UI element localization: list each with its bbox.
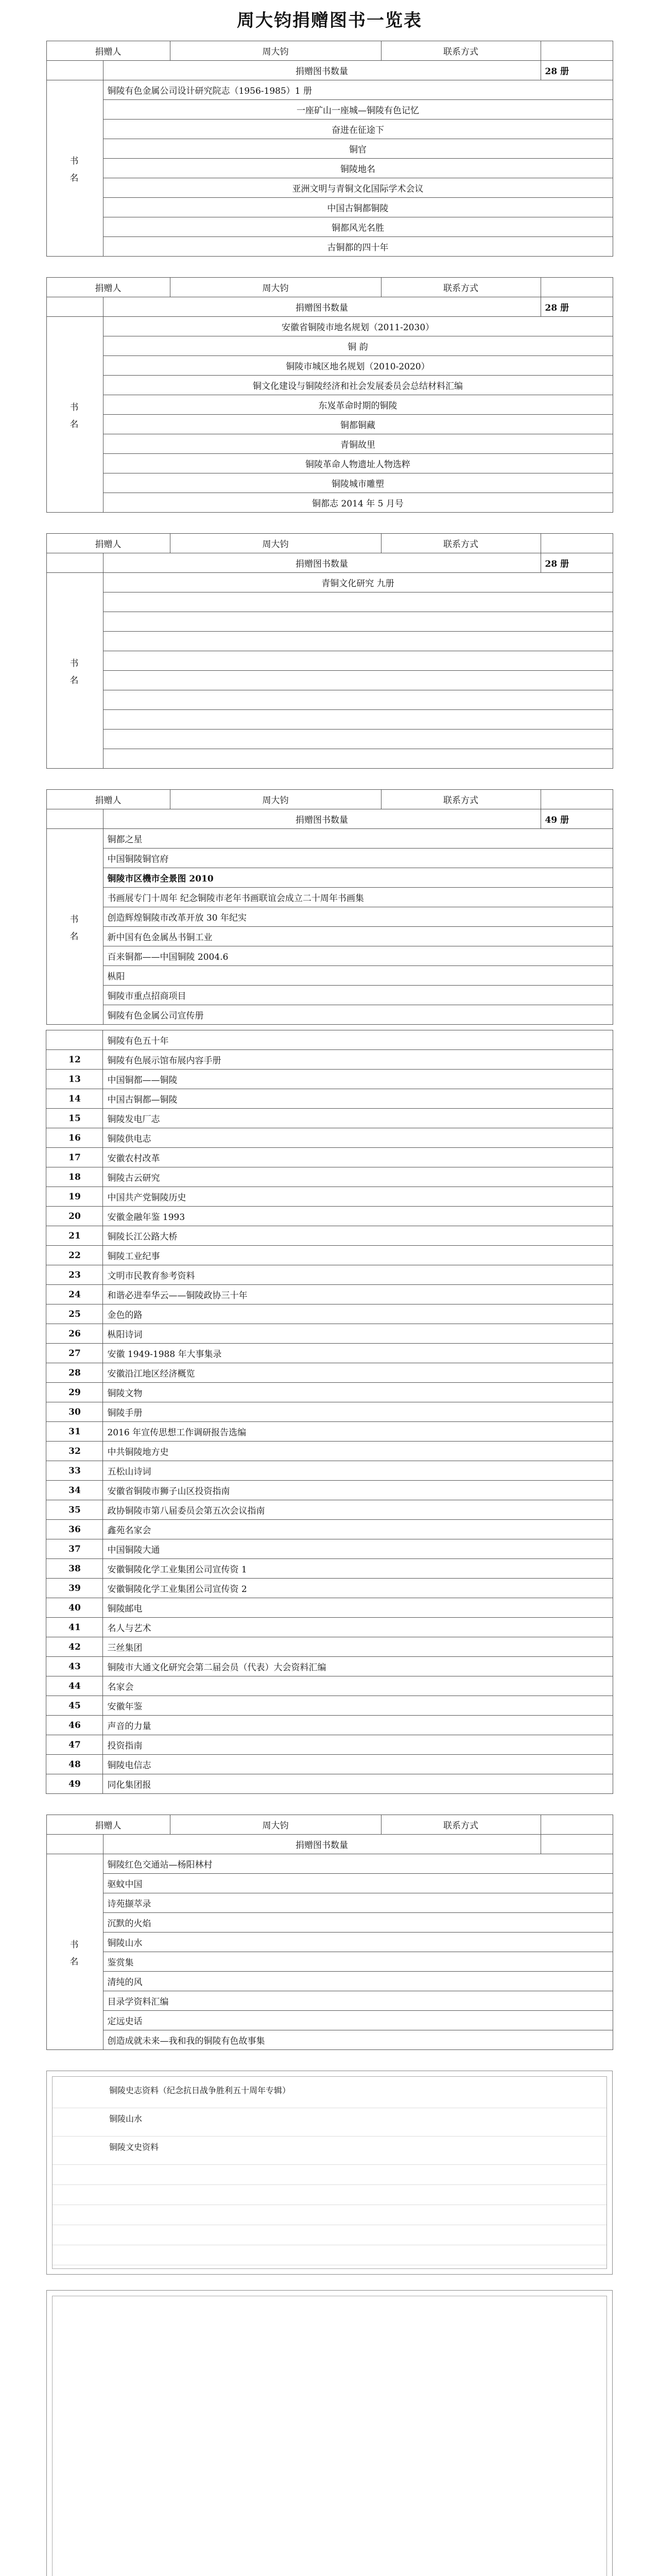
book-title: 铜陵山水	[103, 1933, 613, 1952]
donor-label: 捐赠人	[46, 278, 170, 297]
table-row	[46, 1716, 613, 1735]
contact-label: 联系方式	[381, 41, 541, 61]
count-value: 28 册	[541, 297, 613, 317]
count-value: 28 册	[541, 61, 613, 80]
table-row	[46, 1618, 613, 1637]
table-row	[46, 1637, 613, 1657]
book-title: 清纯的风	[103, 1972, 613, 1991]
book-number: 31	[46, 1422, 103, 1442]
book-title: 铜陵工业纪事	[103, 1246, 613, 1265]
book-title: 亚洲文明与青铜文化国际学术会议	[103, 178, 613, 198]
contact-value	[541, 1815, 613, 1835]
book-title: 三丝集团	[103, 1637, 613, 1657]
contact-label: 联系方式	[381, 278, 541, 297]
book-title: 铜陵革命人物遗址人物选粹	[103, 454, 613, 473]
donor-label: 捐赠人	[46, 41, 170, 61]
book-title: 铜陵山水	[53, 2108, 606, 2137]
empty-row	[53, 2205, 606, 2225]
book-title: 铜都志 2014 年 5 月号	[103, 493, 613, 513]
count-label: 捐赠图书数量	[103, 61, 541, 80]
donation-table-4	[46, 789, 613, 1025]
donor-name: 周大钧	[170, 278, 381, 297]
book-number: 40	[46, 1598, 103, 1618]
empty-row	[103, 592, 613, 612]
donor-label: 捐赠人	[46, 534, 170, 553]
book-number: 19	[46, 1187, 103, 1207]
donor-name: 周大钧	[170, 41, 381, 61]
book-title: 安徽铜陵化学工业集团公司宣传资 2	[103, 1579, 613, 1598]
book-number: 13	[46, 1070, 103, 1089]
table-row	[46, 1774, 613, 1794]
count-value: 49 册	[541, 809, 613, 829]
donation-table-3	[46, 533, 613, 769]
book-title: 安徽铜陵化学工业集团公司宣传资 1	[103, 1559, 613, 1579]
donor-name: 周大钧	[170, 534, 381, 553]
book-title: 2016 年宣传思想工作调研报告选编	[103, 1422, 613, 1442]
book-title: 铜都之星	[103, 829, 613, 849]
table-row	[46, 1500, 613, 1520]
book-title: 铜陵发电厂志	[103, 1109, 613, 1128]
book-number: 29	[46, 1383, 103, 1402]
table-row	[46, 1598, 613, 1618]
count-label: 捐赠图书数量	[103, 1835, 541, 1854]
empty-cell	[46, 553, 103, 573]
table-row	[46, 1226, 613, 1246]
table-row	[46, 1128, 613, 1148]
table-row	[46, 1344, 613, 1363]
book-title: 诗苑撷萃录	[103, 1893, 613, 1913]
book-title: 安徽省铜陵市地名规划（2011-2030）	[103, 317, 613, 336]
book-number: 25	[46, 1304, 103, 1324]
empty-row	[53, 2185, 606, 2205]
book-title: 鑫苑名家会	[103, 1520, 613, 1539]
count-label: 捐赠图书数量	[103, 297, 541, 317]
table-row	[46, 1461, 613, 1481]
book-number: 22	[46, 1246, 103, 1265]
book-title: 铜陵手册	[103, 1402, 613, 1422]
empty-row	[53, 2165, 606, 2185]
contact-label: 联系方式	[381, 790, 541, 809]
book-title: 名人与艺术	[103, 1618, 613, 1637]
book-title: 目录学资料汇编	[103, 1991, 613, 2011]
book-number: 48	[46, 1755, 103, 1774]
book-title: 一座矿山一座城—铜陵有色记忆	[103, 100, 613, 120]
book-title: 铜陵有色五十年	[103, 1030, 613, 1050]
contact-label: 联系方式	[381, 1815, 541, 1835]
book-title: 铜 韵	[103, 336, 613, 356]
empty-row	[103, 632, 613, 651]
empty-row	[103, 651, 613, 671]
table-row	[46, 1030, 613, 1050]
table-row	[46, 1696, 613, 1716]
book-title: 铜官	[103, 139, 613, 159]
empty-cell	[46, 1835, 103, 1854]
book-title: 政协铜陵市第八届委员会第五次会议指南	[103, 1500, 613, 1520]
book-title: 枞阳	[103, 966, 613, 986]
book-number: 28	[46, 1363, 103, 1383]
book-title: 中共铜陵地方史	[103, 1442, 613, 1461]
table-row	[46, 1187, 613, 1207]
book-title: 铜陵市重点招商项目	[103, 986, 613, 1005]
extra-list-sheet	[46, 2071, 613, 2275]
book-number: 49	[46, 1774, 103, 1794]
table-row	[46, 1520, 613, 1539]
book-title: 投资指南	[103, 1735, 613, 1755]
table-row	[46, 1363, 613, 1383]
count-label: 捐赠图书数量	[103, 809, 541, 829]
count-value	[541, 1835, 613, 1854]
table-row	[46, 1383, 613, 1402]
book-title: 奋进在征途下	[103, 120, 613, 139]
book-title: 铜陵有色金属公司宣传册	[103, 1005, 613, 1025]
book-number: 26	[46, 1324, 103, 1344]
empty-row	[53, 2225, 606, 2245]
empty-cell	[46, 297, 103, 317]
book-title: 铜陵古云研究	[103, 1167, 613, 1187]
book-title: 铜陵有色展示馆布展内容手册	[103, 1050, 613, 1070]
empty-row	[103, 730, 613, 749]
book-name-label: 书 名	[46, 573, 103, 769]
book-number: 45	[46, 1696, 103, 1716]
blank-sheet	[46, 2290, 613, 2576]
table-row	[46, 1304, 613, 1324]
table-row	[46, 1442, 613, 1461]
table-row	[46, 1657, 613, 1676]
book-name-label: 书 名	[46, 80, 103, 257]
table-row	[46, 1285, 613, 1304]
table-row	[46, 1089, 613, 1109]
book-title: 铜都风光名胜	[103, 217, 613, 237]
book-title: 铜文化建设与铜陵经济和社会发展委员会总结材料汇编	[103, 376, 613, 395]
book-number: 30	[46, 1402, 103, 1422]
book-number: 35	[46, 1500, 103, 1520]
contact-value	[541, 790, 613, 809]
book-title: 铜陵供电志	[103, 1128, 613, 1148]
book-number: 42	[46, 1637, 103, 1657]
book-number: 44	[46, 1676, 103, 1696]
book-title: 铜陵红色交通站—杨阳林村	[103, 1854, 613, 1874]
book-number: 27	[46, 1344, 103, 1363]
book-title: 铜陵电信志	[103, 1755, 613, 1774]
book-number: 33	[46, 1461, 103, 1481]
empty-row	[103, 612, 613, 632]
table-row	[46, 1050, 613, 1070]
book-title: 枞阳诗词	[103, 1324, 613, 1344]
book-title: 安徽 1949-1988 年大事集录	[103, 1344, 613, 1363]
donor-name: 周大钧	[170, 1815, 381, 1835]
book-title: 新中国有色金属丛书铜工业	[103, 927, 613, 946]
book-title: 中国铜陵大通	[103, 1539, 613, 1559]
empty-row	[103, 671, 613, 690]
book-title: 声音的力量	[103, 1716, 613, 1735]
table-row	[46, 1402, 613, 1422]
book-number: 32	[46, 1442, 103, 1461]
table-row	[46, 1070, 613, 1089]
table-row	[46, 1579, 613, 1598]
table-row	[46, 1676, 613, 1696]
book-name-label: 书 名	[46, 1854, 103, 2050]
table-row	[46, 1755, 613, 1774]
table-row	[46, 1246, 613, 1265]
book-title: 安徽省铜陵市狮子山区投资指南	[103, 1481, 613, 1500]
book-number: 23	[46, 1265, 103, 1285]
book-title: 百来铜都——中国铜陵 2004.6	[103, 946, 613, 966]
table-row	[46, 1539, 613, 1559]
book-title: 定远史话	[103, 2011, 613, 2030]
book-title: 铜陵文史资料	[53, 2137, 606, 2165]
empty-row	[103, 690, 613, 710]
table-row	[46, 1559, 613, 1579]
book-title: 中国共产党铜陵历史	[103, 1187, 613, 1207]
donor-label: 捐赠人	[46, 790, 170, 809]
table-row	[46, 1148, 613, 1167]
book-title: 名家会	[103, 1676, 613, 1696]
book-number: 47	[46, 1735, 103, 1755]
book-number: 38	[46, 1559, 103, 1579]
book-number: 21	[46, 1226, 103, 1246]
book-number: 43	[46, 1657, 103, 1676]
book-number: 37	[46, 1539, 103, 1559]
count-label: 捐赠图书数量	[103, 553, 541, 573]
book-title: 创造成就未来—我和我的铜陵有色故事集	[103, 2030, 613, 2050]
count-value: 28 册	[541, 553, 613, 573]
book-title: 铜陵市城区地名规划（2010-2020）	[103, 356, 613, 376]
book-number: 34	[46, 1481, 103, 1500]
book-title: 沉默的火焰	[103, 1913, 613, 1933]
donor-name: 周大钧	[170, 790, 381, 809]
book-number: 24	[46, 1285, 103, 1304]
book-title: 安徽年鉴	[103, 1696, 613, 1716]
empty-row	[103, 710, 613, 730]
book-title: 书画展专门十周年 纪念铜陵市老年书画联谊会成立二十周年书画集	[103, 888, 613, 907]
donation-table-2	[46, 277, 613, 513]
book-number: 12	[46, 1050, 103, 1070]
page-title: 周大钧捐赠图书一览表	[237, 10, 422, 31]
book-title: 创造辉煌铜陵市改革开放 30 年纪实	[103, 907, 613, 927]
book-number: 17	[46, 1148, 103, 1167]
table-row	[46, 1207, 613, 1226]
table-row	[46, 1735, 613, 1755]
donation-table-1	[46, 41, 613, 257]
contact-label: 联系方式	[381, 534, 541, 553]
book-title: 青铜故里	[103, 434, 613, 454]
book-title: 铜陵史志资料（纪念抗日战争胜利五十周年专辑）	[53, 2080, 606, 2108]
empty-cell	[46, 61, 103, 80]
book-title: 铜陵长江公路大桥	[103, 1226, 613, 1246]
book-number: 18	[46, 1167, 103, 1187]
book-title: 铜陵有色金属公司设计研究院志（1956-1985）1 册	[103, 80, 613, 100]
table-row	[46, 1109, 613, 1128]
table-row	[46, 1167, 613, 1187]
table-row	[46, 1481, 613, 1500]
book-title: 金色的路	[103, 1304, 613, 1324]
book-title: 铜陵城市雕塑	[103, 473, 613, 493]
book-number: 39	[46, 1579, 103, 1598]
book-title: 中国铜都——铜陵	[103, 1070, 613, 1089]
book-number: 15	[46, 1109, 103, 1128]
book-title: 铜陵市大通文化研究会第二届会员（代表）大会资料汇编	[103, 1657, 613, 1676]
book-title: 中国古铜都铜陵	[103, 198, 613, 217]
book-number: 14	[46, 1089, 103, 1109]
book-title: 铜都铜藏	[103, 415, 613, 434]
book-title: 安徽农村改革	[103, 1148, 613, 1167]
book-number: 16	[46, 1128, 103, 1148]
contact-value	[541, 534, 613, 553]
book-title: 铜陵文物	[103, 1383, 613, 1402]
book-title: 和谐必进奉华云——铜陵政协三十年	[103, 1285, 613, 1304]
book-number: 41	[46, 1618, 103, 1637]
book-number: 46	[46, 1716, 103, 1735]
book-number: 36	[46, 1520, 103, 1539]
book-name-label: 书 名	[46, 829, 103, 1025]
book-title: 青铜文化研究 九册	[103, 573, 613, 592]
contact-value	[541, 278, 613, 297]
book-number: 20	[46, 1207, 103, 1226]
table-row	[46, 1324, 613, 1344]
book-title: 铜陵地名	[103, 159, 613, 178]
contact-value	[541, 41, 613, 61]
book-title: 铜陵市区機市全景图 2010	[103, 868, 613, 888]
book-title: 古铜都的四十年	[103, 237, 613, 257]
book-number	[46, 1030, 103, 1050]
empty-cell	[46, 809, 103, 829]
book-title: 文明市民教育参考资料	[103, 1265, 613, 1285]
empty-row	[53, 2245, 606, 2265]
book-title: 安徽金融年鉴 1993	[103, 1207, 613, 1226]
book-title: 安徽沿江地区经济概览	[103, 1363, 613, 1383]
book-title: 中国铜陵铜官府	[103, 849, 613, 868]
numbered-book-list	[46, 1030, 613, 1794]
table-row	[46, 1422, 613, 1442]
book-title: 驱蚊中国	[103, 1874, 613, 1893]
book-name-label: 书 名	[46, 317, 103, 513]
book-title: 铜陵邮电	[103, 1598, 613, 1618]
book-title: 同化集团报	[103, 1774, 613, 1794]
empty-row	[103, 749, 613, 769]
book-title: 中国古铜都—铜陵	[103, 1089, 613, 1109]
table-row	[46, 1265, 613, 1285]
book-title: 五松山诗词	[103, 1461, 613, 1481]
book-title: 东岌革命时期的铜陵	[103, 395, 613, 415]
donor-label: 捐赠人	[46, 1815, 170, 1835]
donation-table-5	[46, 1815, 613, 2050]
book-title: 鉴赏集	[103, 1952, 613, 1972]
